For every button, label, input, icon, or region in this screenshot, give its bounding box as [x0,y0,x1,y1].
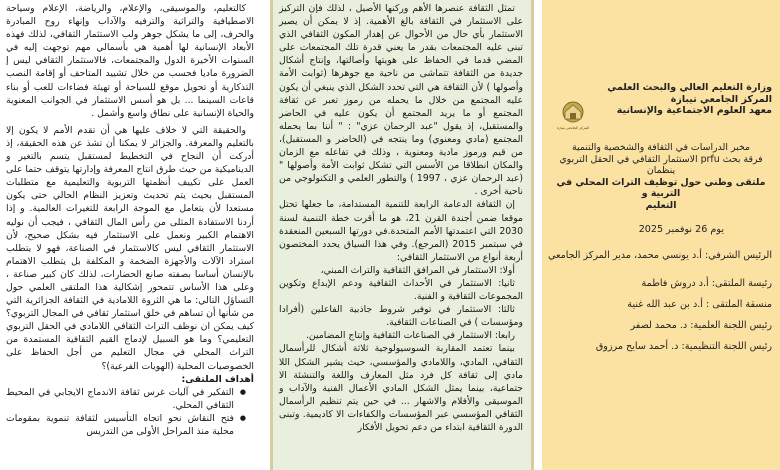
event-title-cont: التعليم [645,199,677,211]
organizing-committee: رئيس اللجنة التنظيمية: د. أحمد سايح مرزوق [595,341,772,352]
lab-name: مخبر الدراسات في الثقافة والشخصية والتنمية [571,142,751,153]
logo-caption: المركز الجامعي تيبازة [556,126,590,130]
research-team: فرقة بحث prfu الاستثمار الثقافي في الحقل التربوي [559,153,763,165]
event-block [550,142,772,212]
institute-line: معهد العلوم الاجتماعية والإنسانية [616,105,772,116]
paragraph: والحقيقة التي لا خلاف عليها هي أن تقدم الأمم لا يكون إلا بالتعليم والمعرفة. والجزائر لا يمكنا أن تشذ عن هذه الحقيقة، إذ أدركت أن النجاح في التخطيط لمستقبل يتسم بالتغير و الديناميكية من حيث طرق انتاج المعرفة وإدارتها يتوقف حتما على العمل على تكييف أنظمتها التربوية والتعليمية مع متطلبات المستقبل بحيث يتم تحديث وتعزيز النظام الحالي حتى يكون مستعدا لأن يتعامل مع الموجة الرابعة للتغيرات العالمية. و إذا أردنا الاستفادة المثلى من رأس المال الثقافي ، فيجب أن نوليه الاهتمام الكبير ونعمل على الاستثمار فيه بشكل صحيح، لأن الاستثمار الثقافي ليس كالاستثمار في الصناعة، فهو لا يتطلب استراد الآلات والأجهزة الضخمة و المكلفة بل يتطلب الاهتمام بالإنسان أساسا بصفته صانع الحضارات، لذلك كان كبير صناعة ، وعلى هذا الأساس تتمحور إشكالية هذا الملتقى العلمي حول التساؤل التالي: ما هي الثروة اللامادية في الثقافة الجزائرية التي من شأنها أن تساهم في خلق استثمار ثقافي في المجال التربوي؟ كيف يمكن ان نوظف التراث الثقافي اللامادي في الحقل التربوي التعليمي؟ وما هو السبيل لإدماج القيم الثقافية المستمدة من التراث المحلي في مجال التعليم من أجل الحفاظ على الخصوصيات المحلية (الهويات الفرعية)؟ [6,124,254,372]
conference-coordinator: منسقة الملتقى : أ.د بن عبد الله غنية [627,299,772,310]
paragraph: أولا: الاستثمار في المرافق الثقافية والتراث المبني، [320,264,515,276]
organize-verb: ينظمان [646,165,676,177]
paragraph: إن الثقافة الدعامة الرابعة للتنمية المستدامة، ما جعلها تحتل موقعا ضمن أجندة القرن 21، هو ما أقرت خطة التنمية لسنة 2030 التي اعتمدتها الأمم المتحدة.في دورتها السبعين المنعقدة في سبتمبر 2015 (المرجع). وفي هذا السياق يحدد المختصون أربعة أنواع من الاستثمار الثقافي: [279,199,523,263]
university-logo [556,98,590,132]
institution-header [586,82,772,117]
honorary-president: الرئيس الشرفي: أ.د يونسي محمد، مدير المركز الجامعي [547,250,772,261]
right-column [542,0,780,470]
ministry-line: وزارة التعليم العالي والبحث العلمي [607,82,772,93]
list-item: ● فتح النقاش نحو اتجاه التأسيس لثقافة تنموية بمقومات محلية منذ المراحل الأولى من التدريس [6,412,244,438]
paragraph: ثالثا: الاستثمار في توفير شروط جاذبية الفاعلين (أفرادا ومؤسسات ) في الصناعات الثقافية. [279,304,523,329]
objectives-title: أهداف الملتقى: [181,373,254,385]
paragraph: ثانيا: الاستثمار في الأحداث الثقافية ودعم الإبداع وتكوين المجموعات الثقافية و الفنية. [279,277,523,303]
objectives-list [6,386,254,438]
event-date: يوم 26 نوفمبر 2025 [638,224,724,235]
middle-column [270,0,534,470]
scientific-committee: رئيس اللجنة العلمية: د. محمد لصفر [630,320,772,331]
left-column [0,0,262,470]
list-item: ● التفكير في آليات غرس ثقافة الاندماج الايجابي في المحيط الثقافي المحلي. [6,386,244,412]
conference-chair: رئيسة الملتقى: أ.د دروش فاطمة [641,278,772,289]
university-line: المركز الجامعي تيبازة [670,93,772,105]
paragraph: رابعا: الاستثمار في الصناعات الثقافية وإنتاج المضامين. [305,330,515,342]
paragraph: تمثل الثقافة عنصرها الأهم وركنها الأصيل ، لذلك فإن التركيز على الاستثمار في الثقافة بالغ الأهمية. إذ لا يمكن أن يصير الاستثمار بأي حال من الأحوال عن إهدار المكون الثقافي الذي تبنى عليه المجتمعات بقدر ما يعني قدرة تلك المجتمعات على المضي قدما في الحفاظ على هويتها وأصالتها، وإنتاج أشكال جديدة من الثقافة تتماشى من ناحية مع جوهرها (ثوابت الأمة وأصولها ) لأن الثقافة هي التي تحدد الشكل الذي ينبغي أن يكون عليه المجتمع من خلال ما يحمله من رموز تعبر عن ثقافة المجتمع أو ما يريد المجتمع أن يكون عليه في الحاضر والمستقبل، إذ يقول "عبد الرحمان عزي" : " أننا بما يحمله المجتمع (مادي ومعنوي) وما ينتجه في (الحاضر و المستقبل)، من قيم ورموز مادية ومعنوية ، وذلك في تفاعله مع الزمان والمكان انطلاقا من الأسس التي تشكل ثوابت الأمة وأصولها " (عبد الرحمان عزي ، 1997 ) والتطور العلمي و التكنولوجي من ناحية أخرى . [279,3,523,198]
paragraph: بينما تعتمد المقاربة السوسيولوجية ثلاثة أشكال للرأسمال الثقافي، المادي، واللامادي والمؤسسي، حيث يشير الشكل اللا مادي إلى ثقافة كل فرد مثل المعارف واللغة والتنشئة الا جتماعية، بينما يمثل الشكل المادي الأعمال الفنية والآداب و الموسيقى والأفلام والاشهار ... في حين يتم تنظيم الرأسمال الثقافي المؤسسي عبر المؤسسات والكفاءات الا كاديمية. وتبنى الدورة الثقافية ابتداء من دعم تحويل الأفكار [279,343,523,433]
event-title: ملتقى وطني حول توظيف التراث المحلي في التربية و [556,176,766,200]
paragraph: كالتعليم، والموسيقى، والإعلام، والرياضة، الإعلام وسياحة الاصطيافية والتراثية والترفيه والآداب وإنهاء روح المبادرة والحرف، إلى ما يشكل جوهر ولب الاستثمار الثقافي، لذلك فهذه الأبعاد الإنسانية لها أهمية هي بأسمالي مهم توجهت إليه في السنوات الأخيرة الدول والمجتمعات، فالاستثمار الثقافي ليس إ الضرورة ماديا فحسب من خلال تشييد المتاحف أو إقامة النصب التذكارية أو تحويل موقع للسياحة أو تهيئة فضاءات للعب أو بناء قاعات السينما ... بل هو أسس الاستثمار في الجوانب المعنوية والحياة الإنسانية على نطاق واسع وأشمل . [6,3,254,119]
